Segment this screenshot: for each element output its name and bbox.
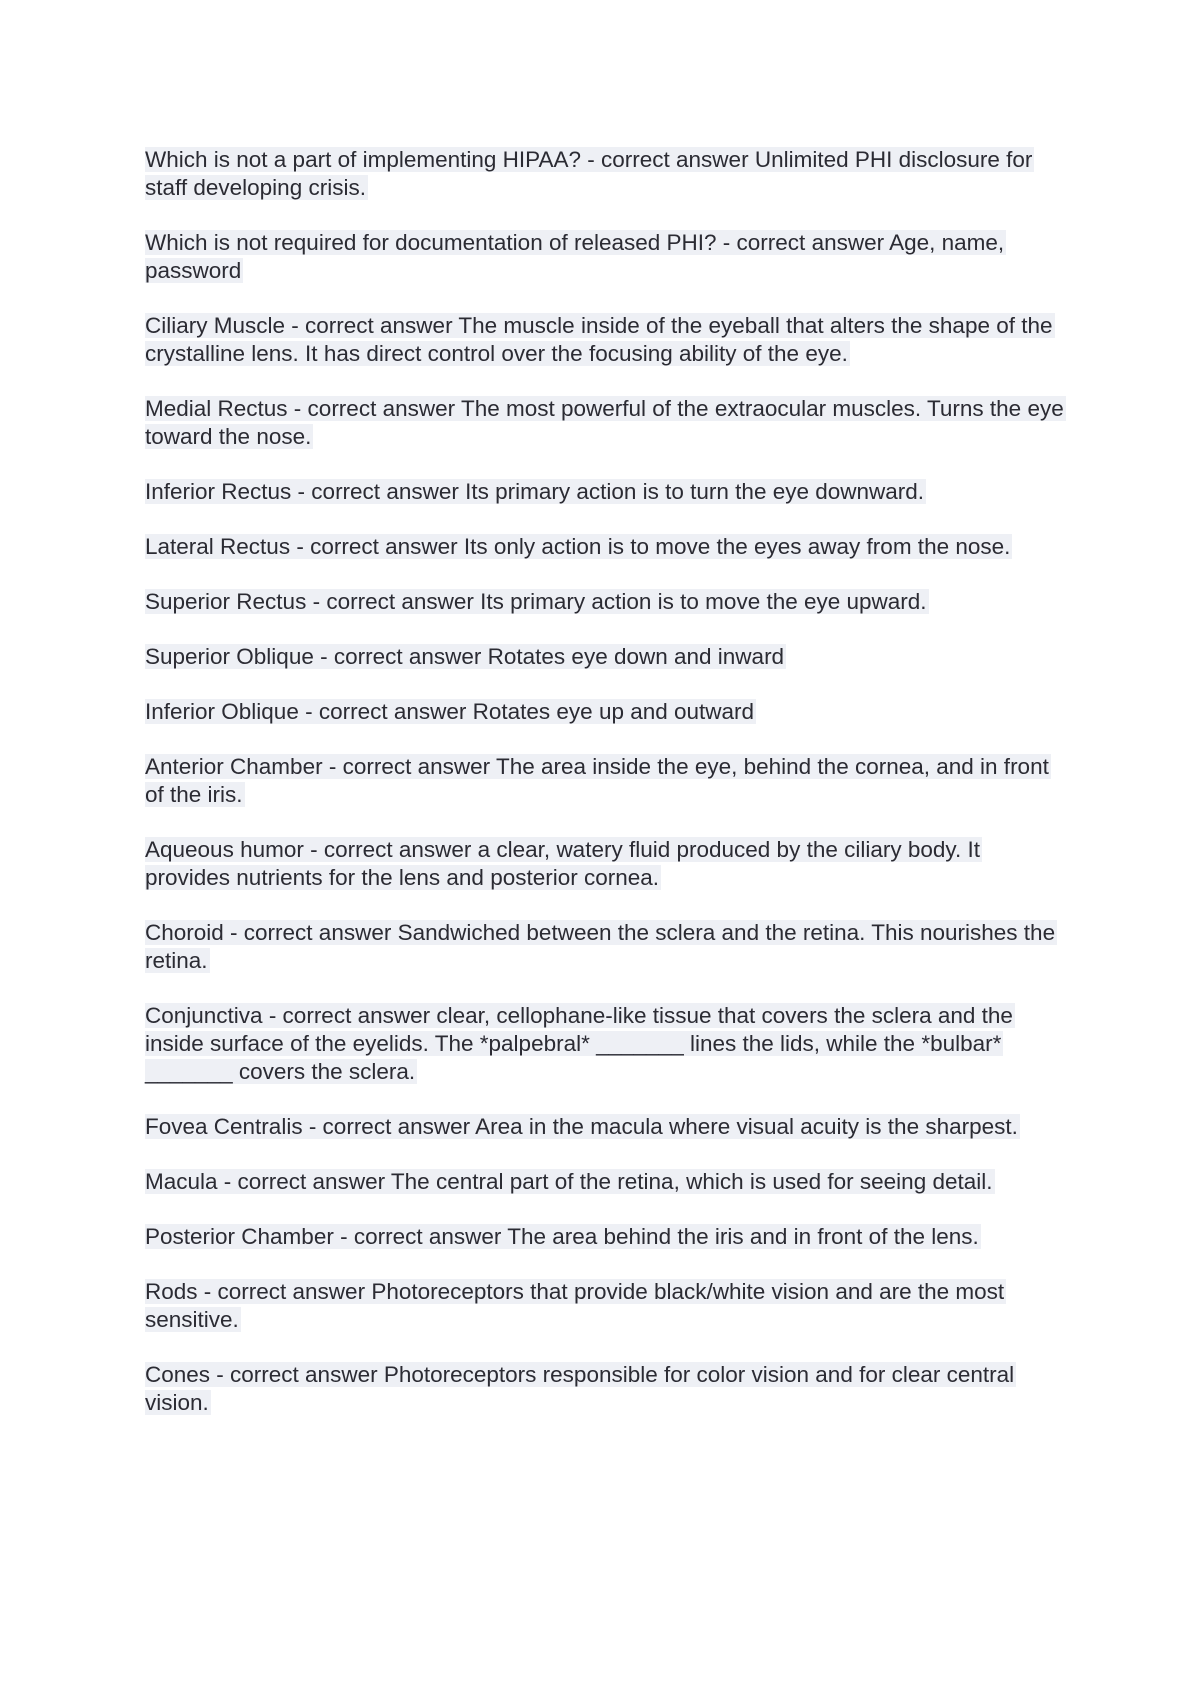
flashcard-entry xyxy=(145,1113,1065,1141)
flashcard-text: Superior Rectus - correct answer Its primary action is to move the eye upward. xyxy=(145,589,927,614)
flashcard-text: Which is not required for documentation of released PHI? - correct answer Age, name, password xyxy=(145,230,1005,283)
flashcard-text: Fovea Centralis - correct answer Area in the macula where visual acuity is the sharpest. xyxy=(145,1114,1018,1139)
flashcard-entry xyxy=(145,312,1065,368)
flashcard-text: Conjunctiva - correct answer clear, cellophane-like tissue that covers the sclera and the inside surface of the eyelids. The *palpebral* _______ lines the lids, while the *bulbar* _______ covers the sclera. xyxy=(145,1003,1013,1084)
flashcard-entry xyxy=(145,643,1065,671)
flashcard-text: Aqueous humor - correct answer a clear, watery fluid produced by the ciliary body. It provides nutrients for the lens and posterior cornea. xyxy=(145,837,980,890)
flashcard-text: Inferior Rectus - correct answer Its primary action is to turn the eye downward. xyxy=(145,479,925,504)
flashcard-text: Cones - correct answer Photoreceptors responsible for color vision and for clear central vision. xyxy=(145,1362,1015,1415)
flashcard-entry xyxy=(145,1223,1065,1251)
flashcard-text: Lateral Rectus - correct answer Its only action is to move the eyes away from the nose. xyxy=(145,534,1011,559)
flashcard-text: Which is not a part of implementing HIPAA? - correct answer Unlimited PHI disclosure for staff developing crisis. xyxy=(145,147,1033,200)
flashcard-text: Macula - correct answer The central part of the retina, which is used for seeing detail. xyxy=(145,1169,993,1194)
flashcard-entry xyxy=(145,588,1065,616)
flashcard-entry xyxy=(145,533,1065,561)
flashcard-list xyxy=(145,146,1065,1444)
flashcard-text: Choroid - correct answer Sandwiched between the sclera and the retina. This nourishes the retina. xyxy=(145,920,1056,973)
flashcard-text: Medial Rectus - correct answer The most powerful of the extraocular muscles. Turns the eye toward the nose. xyxy=(145,396,1064,449)
flashcard-entry xyxy=(145,229,1065,285)
flashcard-entry xyxy=(145,395,1065,451)
flashcard-entry xyxy=(145,1168,1065,1196)
flashcard-text: Inferior Oblique - correct answer Rotates eye up and outward xyxy=(145,699,755,724)
flashcard-entry xyxy=(145,836,1065,892)
flashcard-entry xyxy=(145,478,1065,506)
flashcard-entry xyxy=(145,698,1065,726)
flashcard-text: Anterior Chamber - correct answer The area inside the eye, behind the cornea, and in front of the iris. xyxy=(145,754,1049,807)
flashcard-text: Ciliary Muscle - correct answer The muscle inside of the eyeball that alters the shape of the crystalline lens. It has direct control over the focusing ability of the eye. xyxy=(145,313,1053,366)
flashcard-entry xyxy=(145,1361,1065,1417)
flashcard-entry xyxy=(145,1278,1065,1334)
flashcard-entry xyxy=(145,1002,1065,1086)
flashcard-entry xyxy=(145,919,1065,975)
flashcard-entry xyxy=(145,146,1065,202)
flashcard-entry xyxy=(145,753,1065,809)
flashcard-text: Rods - correct answer Photoreceptors that provide black/white vision and are the most sensitive. xyxy=(145,1279,1005,1332)
flashcard-text: Superior Oblique - correct answer Rotates eye down and inward xyxy=(145,644,785,669)
flashcard-text: Posterior Chamber - correct answer The area behind the iris and in front of the lens. xyxy=(145,1224,979,1249)
